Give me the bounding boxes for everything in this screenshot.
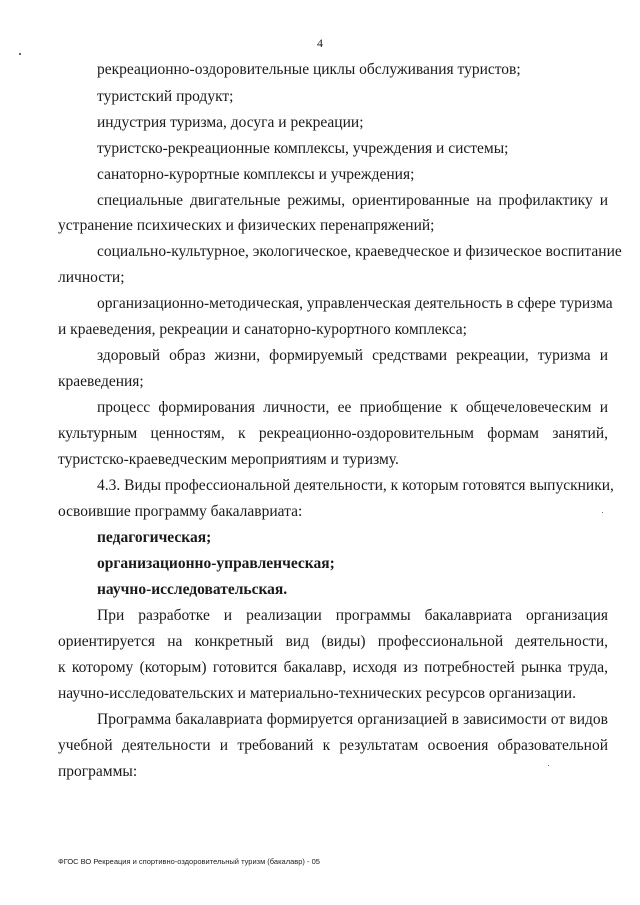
body-line: специальные двигательные режимы, ориентированные на профилактику и	[97, 192, 608, 209]
scan-speck	[602, 512, 603, 513]
body-line: туристско-рекреационные комплексы, учреждения и системы;	[97, 140, 509, 157]
body-line: научно-исследовательских и материально-технических ресурсов организации.	[58, 685, 576, 702]
body-line: ориентируется на конкретный вид (виды) профессиональной деятельности,	[58, 633, 608, 650]
body-line: учебной деятельности и требований к результатам освоения образовательной	[58, 737, 608, 754]
activity-type-line: педагогическая;	[97, 529, 212, 546]
body-line: санаторно-курортные комплексы и учреждения;	[97, 166, 415, 183]
body-line: личности;	[58, 269, 125, 286]
body-line: краеведения;	[58, 373, 144, 390]
body-line: к которому (которым) готовится бакалавр, исходя из потребностей рынка труда,	[58, 659, 608, 676]
scan-speck	[548, 765, 549, 766]
body-line: освоившие программу бакалавриата:	[58, 503, 303, 520]
activity-type-line: организационно-управленческая;	[97, 555, 335, 572]
body-line: туристско-краеведческим мероприятиям и туризму.	[58, 451, 399, 468]
body-line: здоровый образ жизни, формируемый средствами рекреации, туризма и	[97, 347, 608, 364]
body-line: рекреационно-оздоровительные циклы обслуживания туристов;	[97, 61, 521, 78]
body-line: устранение психических и физических перенапряжений;	[58, 217, 435, 234]
page-number: 4	[317, 36, 323, 50]
body-line: 4.3. Виды профессиональной деятельности, к которым готовятся выпускники,	[97, 477, 614, 494]
body-line: Программа бакалавриата формируется организацией в зависимости от видов	[97, 711, 608, 728]
body-line: При разработке и реализации программы бакалавриата организация	[97, 607, 608, 624]
scan-speck	[19, 53, 21, 55]
body-line: индустрия туризма, досуга и рекреации;	[97, 114, 364, 131]
body-line: организационно-методическая, управленческая деятельность в сфере туризма	[97, 295, 613, 312]
footer-text: ФГОС ВО Рекреация и спортивно-оздоровительный туризм (бакалавр) - 05	[58, 857, 320, 866]
body-line: социально-культурное, экологическое, краеведческое и физическое воспитание	[97, 243, 622, 260]
body-line: и краеведения, рекреации и санаторно-курортного комплекса;	[58, 321, 467, 338]
body-line: культурным ценностям, к рекреационно-оздоровительным формам занятий,	[58, 425, 608, 442]
body-line: процесс формирования личности, ее приобщение к общечеловеческим и	[97, 399, 608, 416]
activity-type-line: научно-исследовательская.	[97, 581, 288, 598]
body-line: программы:	[58, 763, 138, 780]
body-line: туристский продукт;	[97, 88, 234, 105]
